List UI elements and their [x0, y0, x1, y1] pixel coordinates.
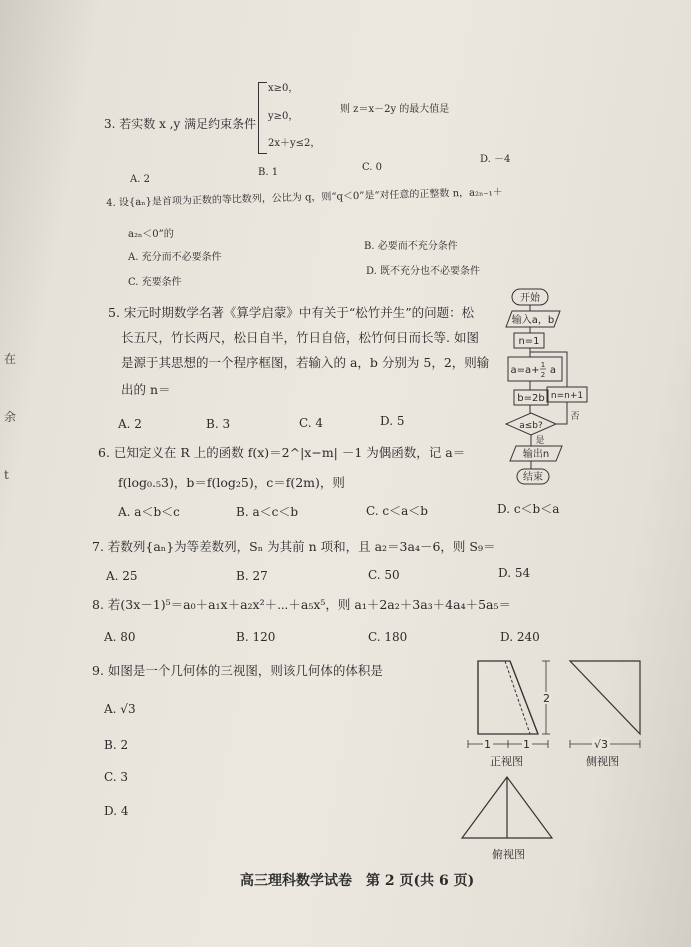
q5-line-3: 是源于其思想的一个程序框图，若输入的 a，b 分别为 5，2，则输 — [121, 355, 490, 370]
q5-line-4: 出的 n＝ — [121, 382, 171, 397]
q5-option-a: A. 2 — [118, 417, 142, 431]
flow-step-a-tail: a — [549, 365, 557, 376]
q4-option-b: B. 必要而不充分条件 — [364, 241, 458, 252]
page-footer: 高三理科数学试卷 第 2 页(共 6 页) — [240, 873, 475, 889]
q3-option-b: B. 1 — [258, 167, 279, 178]
q3-stem: 3. 若实数 x ,y 满足约束条件 — [104, 117, 257, 131]
margin-mark-1: 在 — [4, 352, 17, 366]
q5-line-2: 长五尺，竹长两尺，松日自半，竹日自倍，松竹何日而长等. 如图 — [121, 330, 479, 345]
q8-option-c: C. 180 — [368, 630, 408, 644]
front-view-shape — [478, 661, 538, 734]
q4-option-d: D. 既不充分也不必要条件 — [366, 266, 481, 277]
front-view-hidden-edge — [505, 661, 530, 734]
flow-cond-text: a≤b? — [519, 421, 543, 431]
q8-option-b: B. 120 — [236, 630, 276, 644]
margin-mark-2: 余 — [4, 410, 17, 424]
flow-no-text: 否 — [570, 412, 580, 422]
q6-line-1: 6. 已知定义在 R 上的函数 f(x)＝2^|x−m| －1 为偶函数，记 a＝ — [98, 445, 466, 460]
side-dim: √3 — [594, 738, 609, 751]
q6-option-b: B. a＜c＜b — [236, 505, 299, 519]
front-view-label: 正视图 — [490, 755, 523, 768]
margin-mark-3: t — [4, 468, 9, 482]
q8-option-a: A. 80 — [104, 630, 136, 644]
flow-output-text: 输出n — [522, 449, 550, 460]
q7-option-c: C. 50 — [368, 568, 400, 582]
front-dim-height: 2 — [543, 692, 550, 705]
flow-frac-den: 2 — [540, 371, 546, 379]
flow-step-a-text: a=a+ — [510, 365, 540, 376]
flow-init-text: n=1 — [518, 336, 540, 347]
q3-option-a: A. 2 — [130, 174, 150, 185]
flow-step-b-text: b=2b — [517, 393, 545, 404]
flow-yes-text: 是 — [535, 436, 545, 446]
q5-option-d: D. 5 — [380, 414, 405, 428]
q3-option-d: D. －4 — [480, 154, 511, 165]
q6-line-2: f(log₀.₅3)，b＝f(log₂5)，c＝f(2m)，则 — [118, 475, 345, 490]
q9-option-c: C. 3 — [104, 770, 129, 784]
q7-option-a: A. 25 — [106, 569, 138, 583]
q9-option-d: D. 4 — [104, 804, 129, 818]
front-dim-1: 1 — [484, 738, 491, 751]
top-view-label: 俯视图 — [492, 848, 525, 861]
q6-option-c: C. c＜a＜b — [366, 504, 428, 518]
flow-start-text: 开始 — [520, 293, 540, 304]
q4-option-c: C. 充要条件 — [128, 277, 182, 288]
q3-option-c: C. 0 — [362, 162, 383, 173]
flow-input-text: 输入a，b — [511, 315, 555, 326]
flow-incr-text: n=n+1 — [550, 391, 584, 401]
q5-option-b: B. 3 — [206, 417, 231, 431]
q4-line-2: a₂ₙ＜0”的 — [128, 229, 174, 240]
flow-end-text: 结束 — [523, 472, 543, 483]
q6-option-d: D. c＜b＜a — [497, 502, 560, 516]
q3-tail: 则 z＝x－2y 的最大值是 — [340, 104, 450, 115]
q9-line: 9. 如图是一个几何体的三视图，则该几何体的体积是 — [92, 663, 383, 678]
q3-constraint-2: y≥0， — [268, 111, 299, 122]
q7-line: 7. 若数列{aₙ}为等差数列，Sₙ 为其前 n 项和，且 a₂＝3a₄－6，则 S₉＝ — [92, 539, 496, 554]
q3-constraint-1: x≥0， — [268, 83, 299, 94]
q6-option-a: A. a＜b＜c — [118, 505, 180, 519]
q7-option-d: D. 54 — [498, 566, 531, 580]
q9-option-b: B. 2 — [104, 738, 129, 752]
side-view-label: 侧视图 — [586, 755, 619, 768]
q8-line: 8. 若(3x－1)⁵＝a₀＋a₁x＋a₂x²＋⋯＋a₅x⁵，则 a₁＋2a₂＋3a₃＋4a₄＋5a₅＝ — [92, 597, 511, 612]
q5-option-c: C. 4 — [299, 416, 324, 430]
flow-frac-num: 1 — [540, 361, 546, 369]
q9-option-a: A. √3 — [104, 702, 136, 716]
q4-line-1: 4. 设{aₙ}是首项为正数的等比数列，公比为 q，则“q＜0”是“对任意的正整数 n，a₂ₙ₋₁＋ — [106, 186, 503, 209]
q5-line-1: 5. 宋元时期数学名著《算学启蒙》中有关于“松竹并生”的问题：松 — [108, 305, 475, 320]
q8-option-d: D. 240 — [500, 630, 540, 644]
q7-option-b: B. 27 — [236, 569, 268, 583]
side-view-shape — [570, 661, 640, 734]
q4-option-a: A. 充分而不必要条件 — [128, 252, 222, 263]
q3-constraint-3: 2x＋y≤2， — [268, 138, 321, 149]
front-dim-2: 1 — [523, 738, 530, 751]
